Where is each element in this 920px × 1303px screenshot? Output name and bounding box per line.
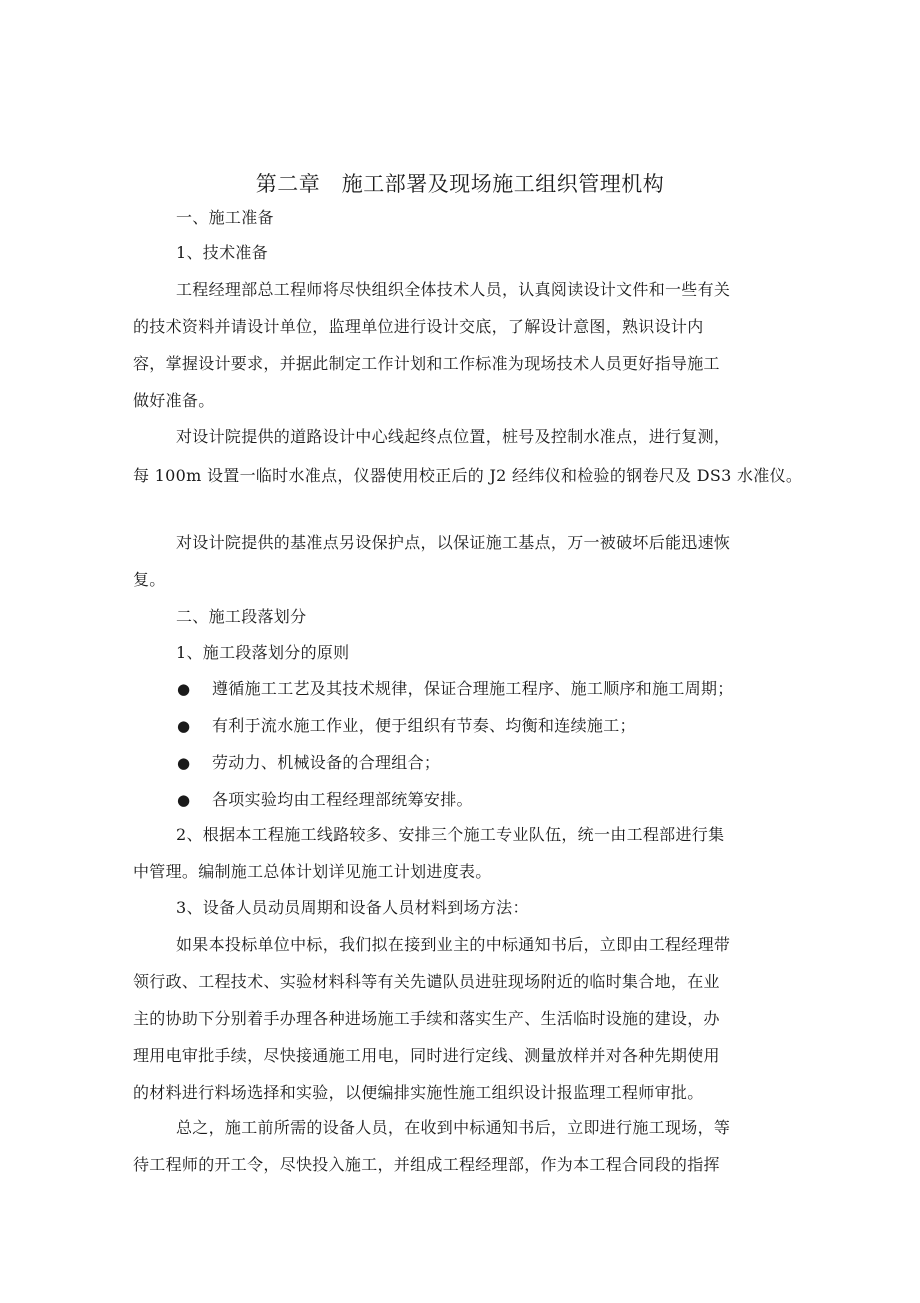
subsection-heading-1-1: 1、技术准备 <box>176 243 268 262</box>
paragraph-line: 工程经理部总工程师将尽快组织全体技术人员，认真阅读设计文件和一些有关 <box>176 280 731 299</box>
paragraph-line: 主的协助下分别着手办理各种进场施工手续和落实生产、生活临时设施的建设，办 <box>133 1009 720 1028</box>
paragraph-line: 复。 <box>133 570 166 589</box>
paragraph-line: 2、根据本工程施工线路较多、安排三个施工专业队伍，统一由工程部进行集 <box>176 825 725 844</box>
chapter-title: 第二章 施工部署及现场施工组织管理机构 <box>255 172 665 196</box>
section-heading-1: 一、施工准备 <box>176 208 274 227</box>
paragraph-line: 每 100m 设置一临时水准点，仪器使用校正后的 J2 经纬仪和检验的钢卷尺及 DS3 水准仪。 <box>133 466 803 485</box>
paragraph-line: 中管理。编制施工总体计划详见施工计划进度表。 <box>133 862 492 881</box>
bullet-item: 有利于流水施工作业，便于组织有节奏、均衡和连续施工； <box>212 716 636 735</box>
bullet-item: 劳动力、机械设备的合理组合； <box>212 753 441 772</box>
bullet-item: 各项实验均由工程经理部统筹安排。 <box>212 790 473 809</box>
bullet-icon: ● <box>177 680 191 698</box>
paragraph-line: 的技术资料并请设计单位，监理单位进行设计交底，了解设计意图，熟识设计内 <box>133 317 704 336</box>
bullet-item: 遵循施工工艺及其技术规律，保证合理施工程序、施工顺序和施工周期； <box>212 679 734 698</box>
paragraph-line: 做好准备。 <box>133 391 215 410</box>
paragraph-line: 理用电审批手续，尽快接通施工用电，同时进行定线、测量放样并对各种先期使用 <box>133 1046 720 1065</box>
bullet-icon: ● <box>177 754 191 772</box>
paragraph-line: 如果本投标单位中标，我们拟在接到业主的中标通知书后，立即由工程经理带 <box>176 935 731 954</box>
bullet-icon: ● <box>177 791 191 809</box>
subsection-heading-2-3: 3、设备人员动员周期和设备人员材料到场方法： <box>176 898 529 917</box>
paragraph-line: 对设计院提供的基准点另设保护点，以保证施工基点，万一被破坏后能迅速恢 <box>176 533 731 552</box>
section-heading-2: 二、施工段落划分 <box>176 607 307 626</box>
subsection-heading-2-1: 1、施工段落划分的原则 <box>176 643 350 662</box>
paragraph-line: 容，掌握设计要求，并据此制定工作计划和工作标准为现场技术人员更好指导施工 <box>133 354 720 373</box>
paragraph-line: 总之，施工前所需的设备人员，在收到中标通知书后，立即进行施工现场，等 <box>176 1118 731 1137</box>
paragraph-line: 待工程师的开工令，尽快投入施工，并组成工程经理部，作为本工程合同段的指挥 <box>133 1155 720 1174</box>
paragraph-line: 领行政、工程技术、实验材料科等有关先谴队员进驻现场附近的临时集合地，在业 <box>133 972 720 991</box>
bullet-icon: ● <box>177 717 191 735</box>
paragraph-line: 对设计院提供的道路设计中心线起终点位置，桩号及控制水准点，进行复测， <box>176 427 731 446</box>
paragraph-line: 的材料进行料场选择和实验，以便编排实施性施工组织设计报监理工程师审批。 <box>133 1083 704 1102</box>
